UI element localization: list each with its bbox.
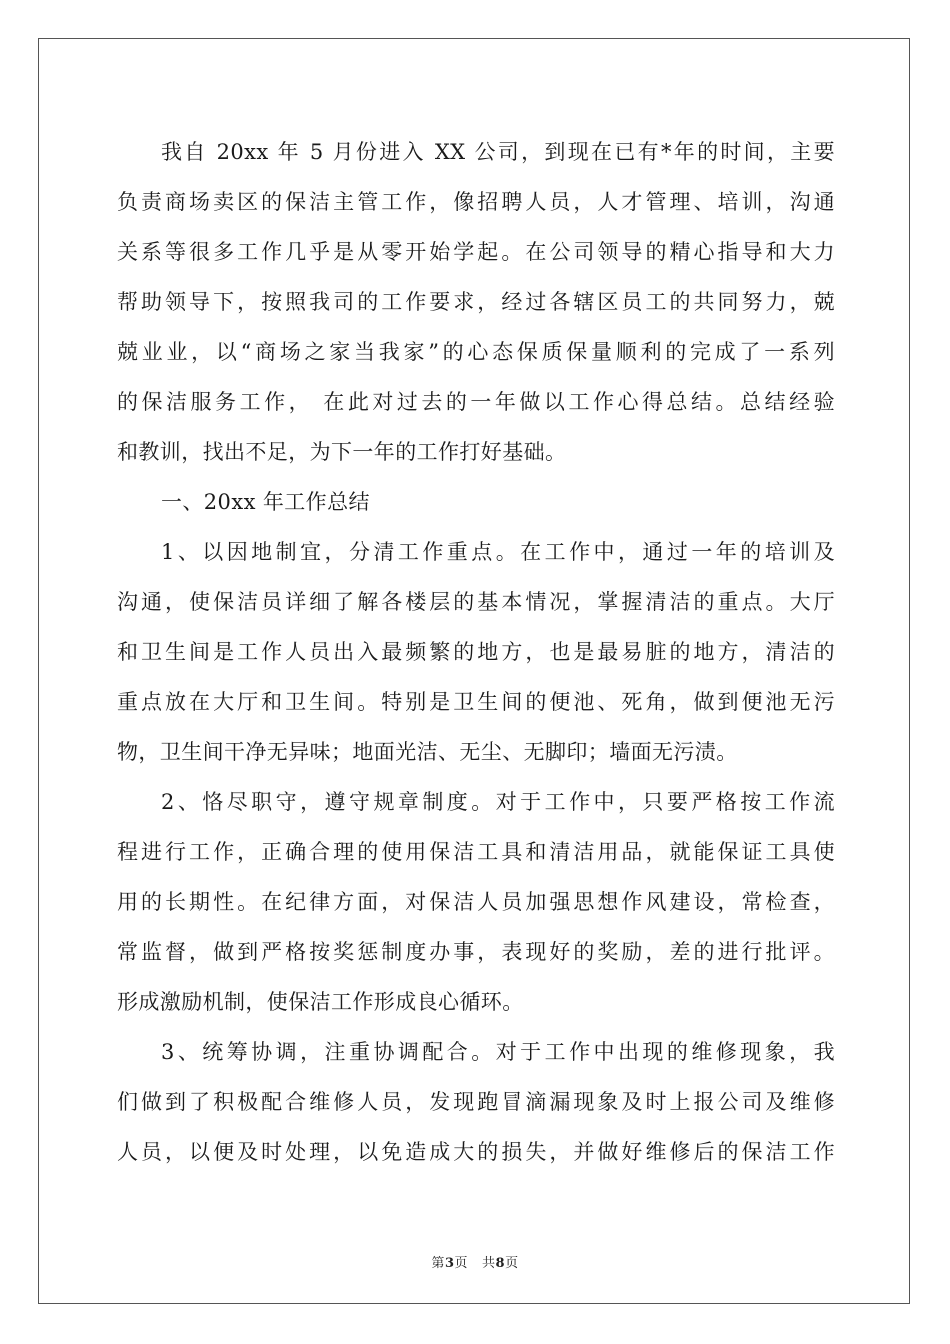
text-line: 2、恪尽职守，遵守规章制度。对于工作中，只要严格按工作流 [161, 790, 835, 814]
text-line: 常监督，做到严格按奖惩制度办事，表现好的奖励，差的进行批评。 [117, 940, 835, 964]
text-line: 用的长期性。在纪律方面，对保洁人员加强思想作风建设，常检查， [117, 890, 835, 914]
text-line: 兢业业，以“商场之家当我家”的心态保质保量顺利的完成了一系列 [117, 340, 835, 364]
paragraph-item-1 [117, 531, 835, 774]
text-line: 负责商场卖区的保洁主管工作，像招聘人员，人才管理、培训，沟通 [117, 190, 835, 214]
text-line: 和卫生间是工作人员出入最频繁的地方，也是最易脏的地方，清洁的 [117, 640, 835, 664]
paragraph-item-2 [117, 781, 835, 1024]
total-label-prefix: 共 [482, 1256, 496, 1271]
text-line: 的保洁服务工作， 在此对过去的一年做以工作心得总结。总结经验 [117, 390, 835, 414]
text-line: 形成激励机制，使保洁工作形成良心循环。 [117, 990, 524, 1014]
text-line: 沟通，使保洁员详细了解各楼层的基本情况，掌握清洁的重点。大厅 [117, 590, 835, 614]
section-heading [117, 481, 835, 524]
total-pages: 8 [495, 1256, 506, 1271]
text-line: 1、以因地制宜，分清工作重点。在工作中，通过一年的培训及 [161, 540, 835, 564]
paragraph-intro [117, 131, 835, 474]
document-body [117, 131, 835, 1174]
total-label-suffix: 页 [505, 1256, 519, 1271]
text-line: 物，卫生间干净无异味；地面光洁、无尘、无脚印；墙面无污渍。 [117, 740, 738, 764]
text-line: 帮助领导下，按照我司的工作要求，经过各辖区员工的共同努力，兢 [117, 290, 835, 314]
text-line: 人员，以便及时处理，以免造成大的损失，并做好维修后的保洁工作 [117, 1140, 835, 1164]
paragraph-item-3 [117, 1031, 835, 1174]
text-line: 和教训，找出不足，为下一年的工作打好基础。 [117, 440, 567, 464]
text-line: 重点放在大厅和卫生间。特别是卫生间的便池、死角，做到便池无污 [117, 690, 835, 714]
page-number: 3 [444, 1256, 455, 1271]
text-line: 我自 20xx 年 5 月份进入 XX 公司，到现在已有*年的时间，主要 [161, 140, 835, 164]
text-line: 程进行工作，正确合理的使用保洁工具和清洁用品，就能保证工具使 [117, 840, 835, 864]
page-label-prefix: 第 [431, 1256, 445, 1271]
page-label-suffix: 页 [454, 1256, 468, 1271]
page-footer [0, 1252, 950, 1271]
text-line: 3、统筹协调，注重协调配合。对于工作中出现的维修现象，我 [161, 1040, 835, 1064]
text-line: 们做到了积极配合维修人员，发现跑冒滴漏现象及时上报公司及维修 [117, 1090, 835, 1114]
text-line: 关系等很多工作几乎是从零开始学起。在公司领导的精心指导和大力 [117, 240, 835, 264]
heading-text: 一、20xx 年工作总结 [161, 490, 370, 514]
